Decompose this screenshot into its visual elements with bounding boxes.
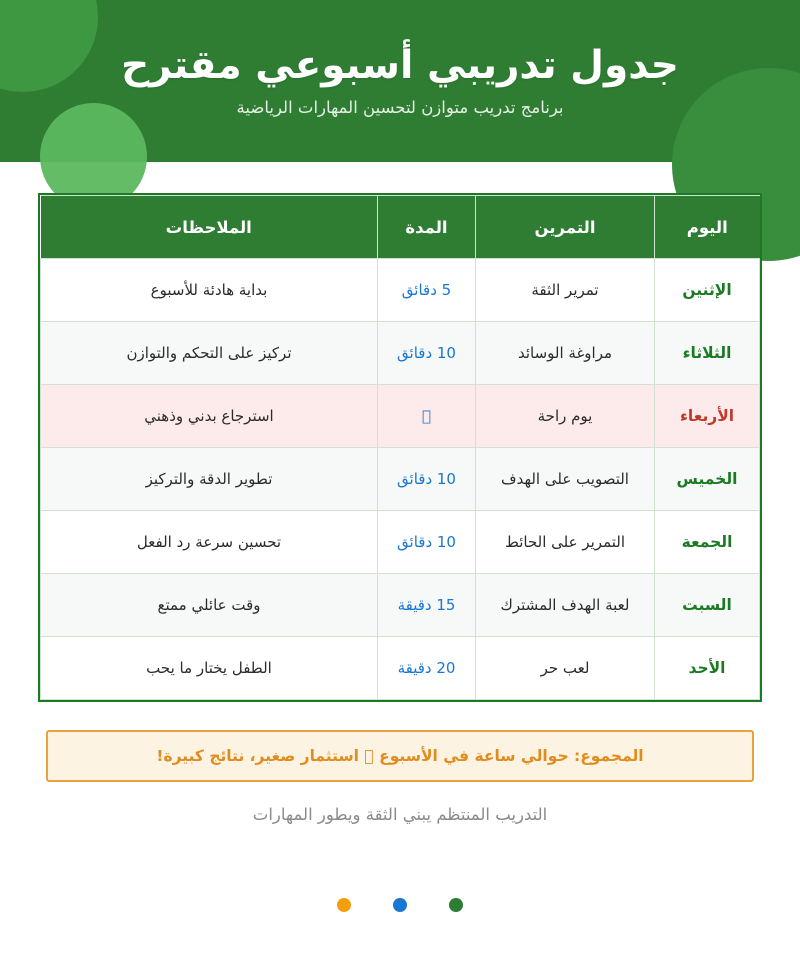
- cell-exercise: مراوغة الوسائد: [476, 322, 655, 385]
- table-header-row: [41, 196, 760, 259]
- cell-day: الجمعة: [655, 511, 760, 574]
- cell-duration: 10 دقائق: [378, 511, 476, 574]
- column-header-day: اليوم: [655, 196, 760, 259]
- cell-day: الأربعاء: [655, 385, 760, 448]
- table-header: [41, 196, 760, 259]
- dot-green: [449, 898, 463, 912]
- cell-notes: تركيز على التحكم والتوازن: [41, 322, 378, 385]
- page-title: جدول تدريبي أسبوعي مقترح: [121, 42, 679, 88]
- table-row: [41, 448, 760, 511]
- cell-day: الأحد: [655, 637, 760, 700]
- cell-duration: 20 دقيقة: [378, 637, 476, 700]
- cell-day: الإثنين: [655, 259, 760, 322]
- table-row: [41, 574, 760, 637]
- cell-notes: تطوير الدقة والتركيز: [41, 448, 378, 511]
- cell-day: الثلاثاء: [655, 322, 760, 385]
- dot-orange: [337, 898, 351, 912]
- cell-duration: 􀀀: [378, 385, 476, 448]
- summary-banner: [46, 730, 754, 782]
- cell-duration: 10 دقائق: [378, 448, 476, 511]
- summary-text: المجموع: حوالي ساعة في الأسبوع 􀀀 استثمار صغير، نتائج كبيرة!: [156, 747, 644, 765]
- table-row: [41, 259, 760, 322]
- cell-day: السبت: [655, 574, 760, 637]
- schedule-table: [40, 195, 760, 700]
- cell-notes: وقت عائلي ممتع: [41, 574, 378, 637]
- footer-tagline: التدريب المنتظم يبني الثقة ويطور المهارات: [252, 805, 548, 824]
- dot-blue: [393, 898, 407, 912]
- cell-exercise: تمرير الثقة: [476, 259, 655, 322]
- page-subtitle: برنامج تدريب متوازن لتحسين المهارات الرياضية: [236, 98, 564, 118]
- header-banner: [0, 0, 800, 162]
- cell-day: الخميس: [655, 448, 760, 511]
- cell-exercise: يوم راحة: [476, 385, 655, 448]
- column-header-exercise: التمرين: [476, 196, 655, 259]
- cell-notes: بداية هادئة للأسبوع: [41, 259, 378, 322]
- table-row: [41, 511, 760, 574]
- table-row: [41, 637, 760, 700]
- schedule-table-container: [38, 193, 762, 702]
- column-header-notes: الملاحظات: [41, 196, 378, 259]
- cell-exercise: التصويب على الهدف: [476, 448, 655, 511]
- cell-notes: الطفل يختار ما يحب: [41, 637, 378, 700]
- cell-exercise: التمرير على الحائط: [476, 511, 655, 574]
- table-body: [41, 259, 760, 700]
- table-row: [41, 322, 760, 385]
- cell-exercise: لعبة الهدف المشترك: [476, 574, 655, 637]
- cell-notes: استرجاع بدني وذهني: [41, 385, 378, 448]
- decorative-dots: [0, 898, 800, 912]
- cell-notes: تحسين سرعة رد الفعل: [41, 511, 378, 574]
- table-row: [41, 385, 760, 448]
- cell-duration: 15 دقيقة: [378, 574, 476, 637]
- column-header-duration: المدة: [378, 196, 476, 259]
- cell-exercise: لعب حر: [476, 637, 655, 700]
- cell-duration: 5 دقائق: [378, 259, 476, 322]
- cell-duration: 10 دقائق: [378, 322, 476, 385]
- header-text-block: [0, 0, 800, 162]
